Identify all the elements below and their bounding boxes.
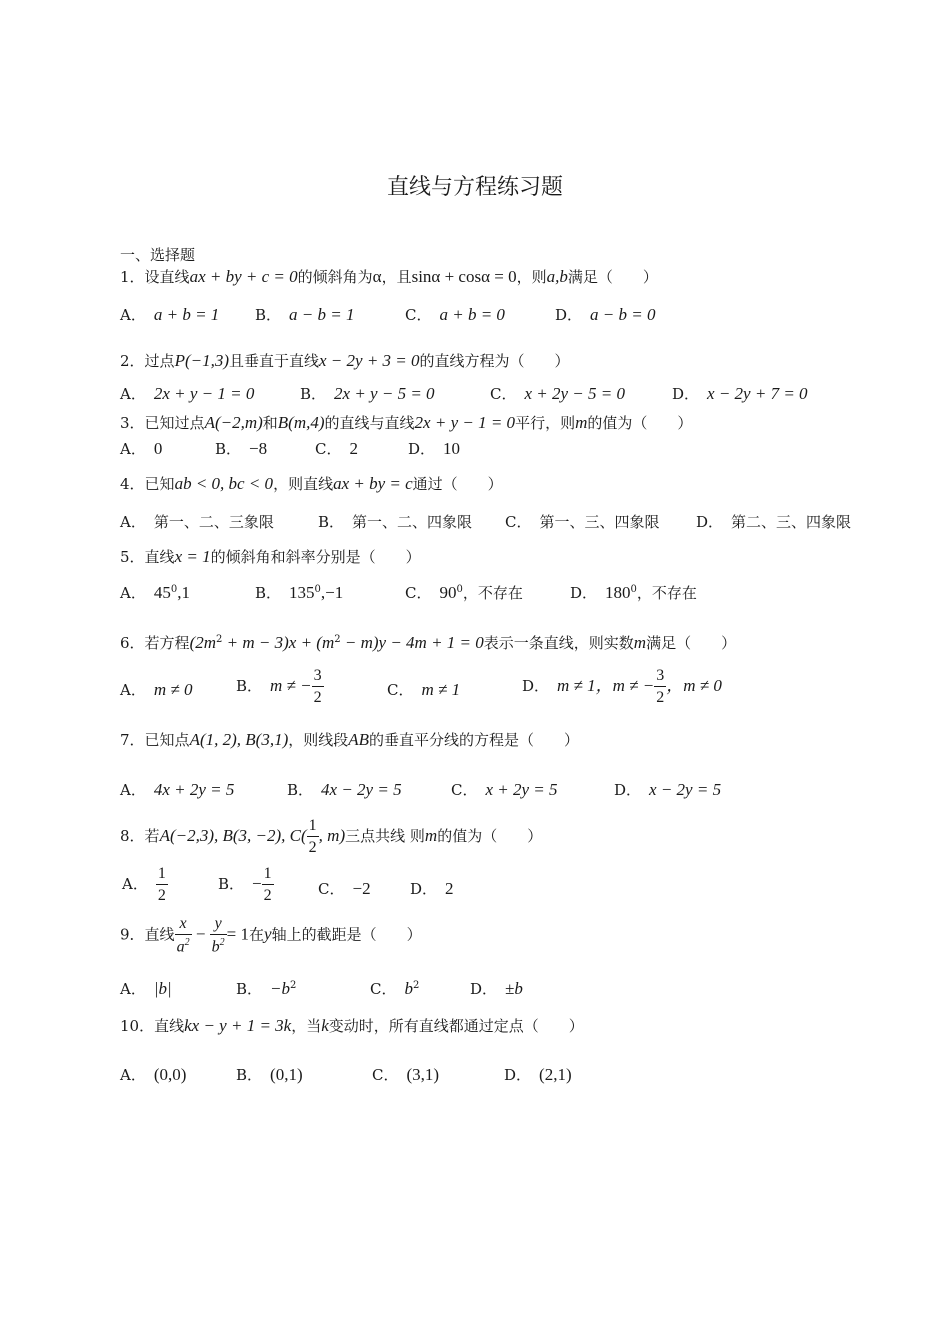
question-text: 的直线与直线 (324, 414, 415, 432)
math-expression: , m) (318, 826, 346, 845)
option-a[interactable]: A． a + b = 1 (120, 305, 220, 324)
question-text: ，且 (381, 268, 412, 286)
question-text: 的直线方程为（ ） (419, 352, 570, 370)
question-text: 的值为（ ） (437, 827, 543, 845)
option-d[interactable]: D． $180^0$，不存在 (570, 583, 697, 602)
question-10 (120, 1015, 584, 1036)
question-text: 和 (262, 414, 278, 432)
option-c[interactable]: C． (3,1) (372, 1065, 440, 1084)
question-3 (120, 412, 692, 433)
question-text: 过点 (144, 352, 175, 370)
option-d[interactable]: D． x − 2y + 7 = 0 (672, 384, 808, 403)
option-b[interactable]: B． (0,1) (236, 1065, 303, 1084)
option-b[interactable]: B． 2x + y − 5 = 0 (300, 384, 435, 403)
math-expression: a,b (546, 267, 568, 286)
question-text: 满足（ ） (567, 268, 658, 286)
math-expression: A(−2,m) (204, 413, 263, 432)
question-2 (120, 350, 570, 371)
math-expression: m (575, 413, 588, 432)
question-text: 且垂直于直线 (229, 352, 320, 370)
option-a[interactable]: A． $45^0,1$ (120, 583, 190, 602)
option-a[interactable]: A． 第一、二、三象限 (120, 513, 274, 531)
page-title: 直线与方程练习题 (386, 175, 563, 200)
question-number: 10． (120, 1017, 155, 1035)
option-a[interactable]: A． $\frac{1}{2}$ (122, 865, 166, 904)
question-6: 6．若方程$(2m^2 + m - 3)x + (m^2 - m)y - 4m + 1 = 0$表示一条直线，则实数m满足（ ） (120, 633, 737, 652)
option-c[interactable]: C． $90^0$，不存在 (405, 583, 523, 602)
question-text: 已知点 (144, 731, 190, 749)
question-7 (120, 729, 579, 750)
option-b[interactable]: B． $-b^2$ (236, 979, 297, 998)
question-number: 5． (120, 548, 145, 566)
option-a[interactable]: A． 4x + 2y = 5 (120, 780, 235, 799)
option-d[interactable]: D． 2 (410, 879, 454, 898)
fraction: $\frac{x}{a^2}$ (176, 915, 190, 956)
question-number: 8． (120, 827, 145, 845)
option-c[interactable]: C． $b^2$ (370, 979, 420, 998)
question-number: 4． (120, 475, 145, 493)
question-text: 已知过点 (144, 414, 205, 432)
question-text: 变动时，所有直线都通过定点（ ） (328, 1017, 584, 1035)
question-1 (120, 266, 658, 287)
math-expression: B(m,4) (277, 413, 325, 432)
question-text: ，则线段 (288, 731, 349, 749)
question-number: 3． (120, 414, 145, 432)
fraction: $\frac{1}{2}$ (308, 817, 317, 856)
option-d[interactable]: D． 第二、三、四象限 (696, 513, 852, 531)
question-text: ，则 (516, 268, 547, 286)
math-expression: 2x + y − 1 = 0 (414, 413, 516, 432)
fraction: $\frac{1}{2}$ (263, 865, 272, 904)
option-a[interactable]: A． 0 (120, 439, 163, 458)
question-text: 直线 (144, 548, 175, 566)
math-expression: AB (348, 730, 370, 749)
math-expression: m (424, 826, 438, 845)
option-c[interactable]: C． −2 (318, 879, 371, 898)
option-a[interactable]: A． 2x + y − 1 = 0 (120, 384, 255, 403)
option-c[interactable]: C． m ≠ 1 (387, 680, 461, 699)
math-expression: y (264, 924, 272, 944)
question-text: 若 (144, 827, 160, 845)
question-text: 的垂直平分线的方程是（ ） (369, 731, 580, 749)
option-c[interactable]: C． x + 2y = 5 (451, 780, 558, 799)
option-d[interactable]: D． ±b (470, 979, 523, 998)
question-text: 的值为（ ） (587, 414, 693, 432)
fraction: $\frac{y}{b^2}$ (211, 915, 225, 956)
option-d[interactable]: D． a − b = 0 (555, 305, 656, 324)
question-text: 已知 (144, 475, 175, 493)
option-d[interactable]: D． (2,1) (504, 1065, 572, 1084)
math-expression: ab < 0, bc < 0 (174, 474, 274, 493)
option-b[interactable]: B． − $\frac{1}{2}$ (218, 865, 272, 904)
math-expression: k (321, 1016, 329, 1035)
option-c[interactable]: C． 2 (315, 439, 358, 458)
question-number: 6． (120, 634, 145, 652)
option-c[interactable]: C． x + 2y − 5 = 0 (490, 384, 625, 403)
option-d[interactable]: D． x − 2y = 5 (614, 780, 722, 799)
fraction: $\frac{3}{2}$ (313, 667, 322, 706)
question-text: 轴上的截距是（ ） (271, 925, 422, 944)
question-5 (120, 546, 421, 567)
math-symbol: α (372, 267, 382, 286)
question-text: 的倾斜角为 (297, 268, 373, 286)
math-expression: − m)y − 4m + 1 = 0 (340, 633, 484, 652)
question-text: 满足（ ） (646, 634, 737, 652)
option-b[interactable]: B． a − b = 1 (255, 305, 355, 324)
option-b[interactable]: B． m ≠ − $\frac{3}{2}$ (236, 667, 322, 706)
option-c[interactable]: C． 第一、三、四象限 (505, 513, 660, 531)
question-text: 三点共线 则 (345, 827, 425, 845)
question-text: 直线 (144, 925, 175, 944)
option-b[interactable]: B． −8 (215, 439, 268, 458)
math-expression: kx − y + 1 = 3k (184, 1016, 292, 1035)
option-a[interactable]: A． m ≠ 0 (120, 680, 193, 699)
math-expression: m (633, 633, 647, 652)
math-expression: ax + by = c (333, 474, 413, 493)
option-c[interactable]: C． a + b = 0 (405, 305, 505, 324)
math-expression: sinα + cosα = 0 (411, 267, 517, 286)
math-expression: A(−2,3), B(3, −2), C( (159, 826, 307, 845)
fraction: $\frac{3}{2}$ (656, 667, 665, 706)
option-d[interactable]: D． 10 (408, 439, 461, 458)
math-expression: (2m (189, 633, 217, 652)
question-text: 若方程 (144, 634, 190, 652)
question-text: 的倾斜角和斜率分别是（ ） (210, 548, 421, 566)
math-expression: + m − 3)x + (m (222, 633, 335, 652)
section-label: 一、选择题 (120, 246, 196, 264)
math-expression: ax + by + c = 0 (189, 267, 298, 286)
question-9: 9．直线 $\frac{x}{a^2}$ − $\frac{y}{b^2}$ = 1在y轴上的截距是（ ） (120, 915, 422, 956)
question-text: 在 (249, 925, 265, 944)
math-expression: P(−1,3) (174, 351, 229, 370)
option-d[interactable]: D． m ≠ 1，m ≠ − $\frac{3}{2}$ ，m ≠ 0 (522, 667, 722, 706)
math-expression: A(1, 2), B(3,1) (189, 730, 289, 749)
option-b[interactable]: B． 第一、二、四象限 (318, 513, 473, 531)
question-8 (120, 818, 542, 856)
math-expression: x − 2y + 3 = 0 (319, 351, 420, 370)
option-a[interactable]: A． (0,0) (120, 1065, 187, 1084)
question-text: 表示一条直线，则实数 (483, 634, 634, 652)
question-number: 1． (120, 268, 145, 286)
question-text: ，当 (291, 1017, 322, 1035)
question-text: 平行，则 (515, 414, 576, 432)
option-a[interactable]: A． |b| (120, 979, 172, 998)
question-text: 设直线 (144, 268, 190, 286)
question-number: 2． (120, 352, 145, 370)
question-number: 9． (120, 925, 145, 944)
option-b[interactable]: B． $135^0,-1$ (255, 583, 344, 602)
fraction: $\frac{1}{2}$ (157, 865, 166, 904)
question-text: 通过（ ） (412, 475, 503, 493)
question-4 (120, 473, 503, 494)
question-text: 直线 (154, 1017, 185, 1035)
option-b[interactable]: B． 4x − 2y = 5 (287, 780, 402, 799)
question-text: ，则直线 (273, 475, 334, 493)
question-number: 7． (120, 731, 145, 749)
math-expression: x = 1 (174, 547, 211, 566)
